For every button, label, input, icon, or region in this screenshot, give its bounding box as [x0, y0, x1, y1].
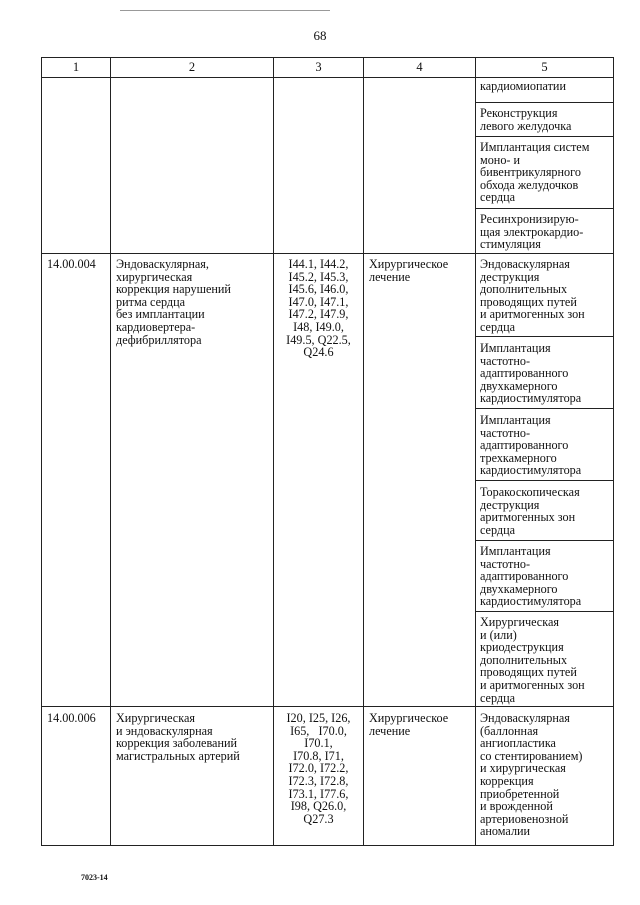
- method-cell: Торакоскопическая деструкция аритмогенных зон сердца: [480, 485, 580, 537]
- row-name: Эндоваскулярная, хирургическая коррекция нарушений ритма сердца без имплантации кардиовертера- дефибриллятора: [116, 257, 231, 347]
- method-cell: Реконструкция левого желудочка: [480, 106, 572, 133]
- row-code: 14.00.006: [47, 711, 96, 725]
- col-header-1: 1: [72, 60, 80, 74]
- method-cell: Эндоваскулярная деструкция дополнительных проводящих путей и аритмогенных зон сердца: [480, 257, 585, 334]
- method-cell: кардиомиопатии: [480, 79, 566, 93]
- col-header-5: 5: [541, 60, 548, 74]
- method-cell: Эндоваскулярная (баллонная ангиопластика со стентированием) и хирургическая коррекция приобретенной и врожденной артериовенозной аномалии: [480, 711, 583, 839]
- method-cell: Имплантация частотно- адаптированного трехкамерного кардиостимулятора: [480, 413, 582, 478]
- page-number: 68: [313, 28, 327, 43]
- method-cell: Хирургическая и (или) криодеструкция дополнительных проводящих путей и аритмогенных зон сердца: [480, 615, 585, 705]
- row-treatment-type: Хирургическое лечение: [369, 257, 449, 284]
- method-cell: Имплантация частотно- адаптированного двухкамерного кардиостимулятора: [480, 341, 582, 406]
- method-cell: Ресинхронизирую- щая электрокардио- стимуляция: [480, 212, 584, 252]
- method-cell: Имплантация систем моно- и бивентрикулярного обхода желудочков сердца: [480, 140, 590, 205]
- row-name: Хирургическая и эндоваскулярная коррекция заболеваний магистральных артерий: [116, 711, 240, 763]
- col-header-3: 3: [315, 60, 322, 74]
- footer-code: 7023-14: [81, 873, 108, 882]
- row-mkb-codes: I20, I25, I26, I65, I70.0, I70.1, I70.8, I71, I72.0, I72.2, I72.3, I72.8, I73.1, I77.6, I98, Q26.0, Q27.3: [286, 711, 351, 826]
- row-treatment-type: Хирургическое лечение: [369, 711, 449, 738]
- row-mkb-codes: I44.1, I44.2, I45.2, I45.3, I45.6, I46.0, I47.0, I47.1, I47.2, I47.9, I48, I49.0, I49.5, Q22.5, Q24.6: [286, 257, 351, 360]
- col-header-4: 4: [416, 60, 423, 74]
- row-code: 14.00.004: [47, 257, 96, 271]
- method-cell: Имплантация частотно- адаптированного двухкамерного кардиостимулятора: [480, 544, 582, 609]
- col-header-2: 2: [188, 60, 196, 74]
